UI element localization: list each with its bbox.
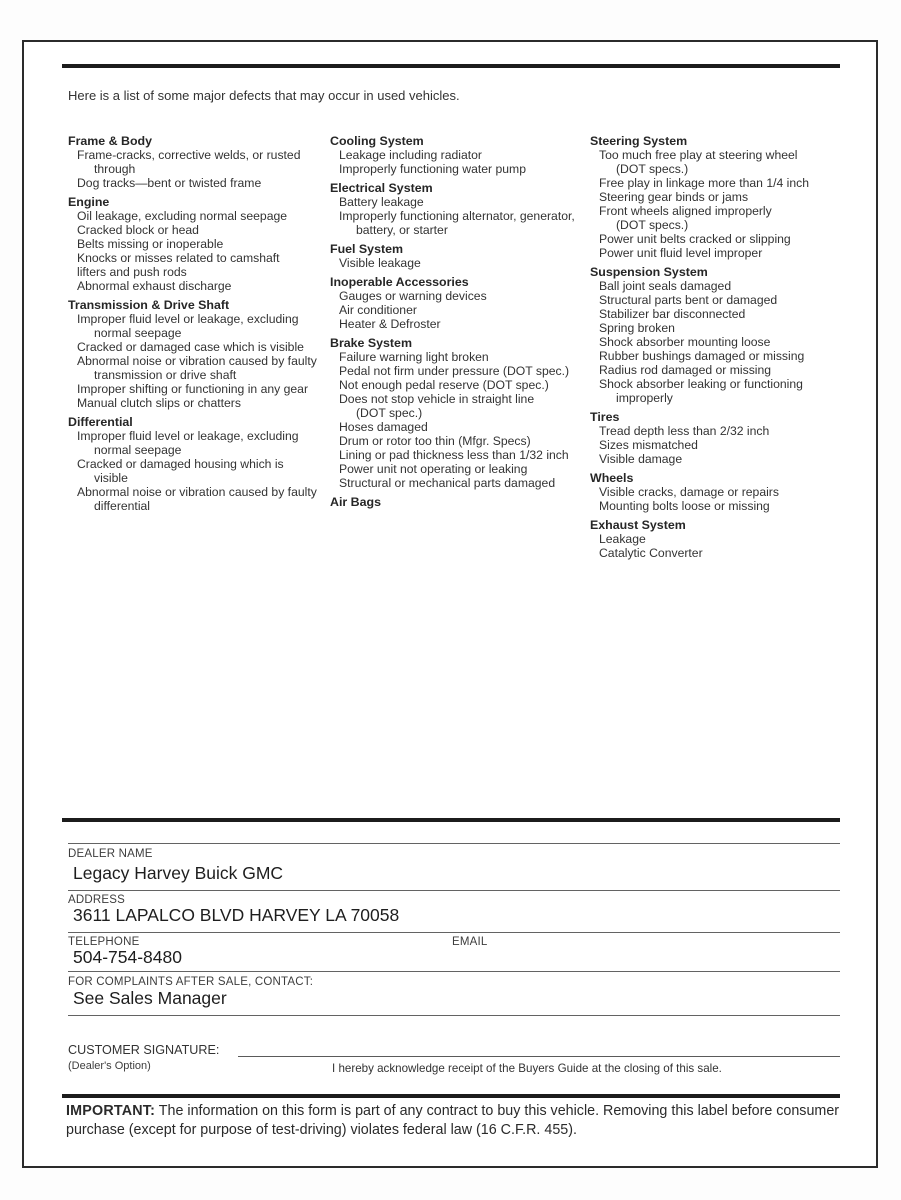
defect-item: Stabilizer bar disconnected <box>599 307 746 321</box>
customer-signature-line <box>238 1056 840 1057</box>
defect-item: Leakage including radiator <box>339 148 482 162</box>
defect-item-continuation: through <box>94 162 136 176</box>
complaints-contact-label: FOR COMPLAINTS AFTER SALE, CONTACT: <box>68 976 314 988</box>
defect-item: Steering gear binds or jams <box>599 190 749 204</box>
defect-item: Visible damage <box>599 452 683 466</box>
defect-item-continuation: battery, or starter <box>356 223 448 237</box>
defect-item-continuation: (DOT specs.) <box>616 162 689 176</box>
defect-item-continuation: improperly <box>616 391 673 405</box>
defect-item: Structural or mechanical parts damaged <box>339 476 556 490</box>
important-notice-label: IMPORTANT: <box>66 1103 156 1119</box>
defect-item: Radius rod damaged or missing <box>599 363 772 377</box>
defect-item: Oil leakage, excluding normal seepage <box>77 209 288 223</box>
address-label: ADDRESS <box>68 894 125 906</box>
defect-item: Power unit not operating or leaking <box>339 462 528 476</box>
defect-section-heading: Fuel System <box>330 242 403 256</box>
defect-item: Drum or rotor too thin (Mfgr. Specs) <box>339 434 531 448</box>
defect-item-continuation: normal seepage <box>94 443 182 457</box>
defect-item: Spring broken <box>599 321 675 335</box>
address-value: 3611 LAPALCO BLVD HARVEY LA 70058 <box>73 905 400 925</box>
defect-section-heading: Differential <box>68 415 133 429</box>
defect-item: Cracked or damaged housing which is <box>77 457 284 471</box>
defects-column-1 <box>68 134 330 560</box>
email-label: EMAIL <box>452 936 488 948</box>
defect-item: Ball joint seals damaged <box>599 279 732 293</box>
defect-item: Improperly functioning water pump <box>339 162 526 176</box>
defect-item-continuation: differential <box>94 499 151 513</box>
defect-item: Cracked or damaged case which is visible <box>77 340 304 354</box>
defect-item: Shock absorber leaking or functioning <box>599 377 803 391</box>
dealer-name-top-line <box>68 843 840 844</box>
defect-item: Battery leakage <box>339 195 424 209</box>
defect-section-heading: Brake System <box>330 336 412 350</box>
defect-item: Mounting bolts loose or missing <box>599 499 770 513</box>
telephone-value: 504-754-8480 <box>73 947 182 967</box>
defect-item: Belts missing or inoperable <box>77 237 224 251</box>
defect-section-heading: Wheels <box>590 471 634 485</box>
defect-item: Gauges or warning devices <box>339 289 487 303</box>
defect-item: Improperly functioning alternator, generator, <box>339 209 575 223</box>
defect-item: Front wheels aligned improperly <box>599 204 772 218</box>
defect-item: Not enough pedal reserve (DOT spec.) <box>339 378 549 392</box>
defect-item: Abnormal noise or vibration caused by faulty <box>77 485 317 499</box>
signature-acknowledgement-note: I hereby acknowledge receipt of the Buyers Guide at the closing of this sale. <box>332 1062 722 1075</box>
important-section-divider-rule <box>62 1094 840 1098</box>
defect-item: Power unit fluid level improper <box>599 246 763 260</box>
defects-column-3 <box>590 134 860 560</box>
complaints-top-line <box>68 971 840 972</box>
defect-item: Hoses damaged <box>339 420 428 434</box>
defect-item: Frame-cracks, corrective welds, or rusted <box>77 148 301 162</box>
defect-item: Knocks or misses related to camshaft <box>77 251 280 265</box>
defect-item: Pedal not firm under pressure (DOT spec.) <box>339 364 570 378</box>
defect-item-continuation: normal seepage <box>94 326 182 340</box>
telephone-top-line <box>68 932 840 933</box>
defect-section-heading: Steering System <box>590 134 688 148</box>
defects-column-2 <box>330 134 590 560</box>
defect-section-heading: Electrical System <box>330 181 433 195</box>
dealer-name-value: Legacy Harvey Buick GMC <box>73 863 284 883</box>
defect-item: Improper shifting or functioning in any gear <box>77 382 309 396</box>
defect-item: Cracked block or head <box>77 223 199 237</box>
defect-item: Failure warning light broken <box>339 350 489 364</box>
defect-item: Catalytic Converter <box>599 546 703 560</box>
defect-item: Leakage <box>599 532 646 546</box>
defect-section-heading: Inoperable Accessories <box>330 275 469 289</box>
defect-item: Dog tracks—bent or twisted frame <box>77 176 262 190</box>
defect-section-heading: Transmission & Drive Shaft <box>68 298 230 312</box>
defect-item: Does not stop vehicle in straight line <box>339 392 535 406</box>
important-notice <box>66 1102 846 1139</box>
defect-item: Free play in linkage more than 1/4 inch <box>599 176 810 190</box>
dealers-option-label: (Dealer's Option) <box>68 1060 151 1072</box>
defect-item: Too much free play at steering wheel <box>599 148 798 162</box>
complaints-contact-value: See Sales Manager <box>73 988 227 1008</box>
defects-list <box>68 134 860 560</box>
defect-section-heading: Tires <box>590 410 620 424</box>
defect-section-heading: Cooling System <box>330 134 424 148</box>
defect-item: Manual clutch slips or chatters <box>77 396 241 410</box>
defect-item: Visible cracks, damage or repairs <box>599 485 779 499</box>
defects-intro-text: Here is a list of some major defects that may occur in used vehicles. <box>68 88 460 103</box>
defect-item: Shock absorber mounting loose <box>599 335 771 349</box>
address-top-line <box>68 890 840 891</box>
defect-item: Abnormal exhaust discharge <box>77 279 232 293</box>
defect-item: Air conditioner <box>339 303 417 317</box>
defect-item-continuation: transmission or drive shaft <box>94 368 237 382</box>
defect-section-heading: Frame & Body <box>68 134 152 148</box>
defect-section-heading: Exhaust System <box>590 518 686 532</box>
defect-item: Rubber bushings damaged or missing <box>599 349 805 363</box>
defect-item: Sizes mismatched <box>599 438 698 452</box>
defect-item: Visible leakage <box>339 256 421 270</box>
customer-signature-label: CUSTOMER SIGNATURE: <box>68 1043 220 1057</box>
defect-item: Improper fluid level or leakage, excluding <box>77 429 299 443</box>
defect-item-continuation: (DOT specs.) <box>616 218 689 232</box>
defect-item: Structural parts bent or damaged <box>599 293 778 307</box>
defect-section-heading: Engine <box>68 195 110 209</box>
defect-item: Power unit belts cracked or slipping <box>599 232 791 246</box>
important-notice-text: The information on this form is part of any contract to buy this vehicle. Removing this label before consumer purchase (except for purpose of test-driving) violates federal law (16 C.F.R. 455). <box>66 1103 840 1138</box>
complaints-bottom-line <box>68 1015 840 1016</box>
top-divider-rule <box>62 64 840 68</box>
defect-item: Heater & Defroster <box>339 317 441 331</box>
defect-item-continuation: lifters and push rods <box>77 265 187 279</box>
defect-item-continuation: visible <box>94 471 128 485</box>
defect-item: Abnormal noise or vibration caused by faulty <box>77 354 317 368</box>
defect-section-heading: Air Bags <box>330 495 381 509</box>
defect-item: Tread depth less than 2/32 inch <box>599 424 770 438</box>
dealer-name-label: DEALER NAME <box>68 848 153 860</box>
defect-item: Improper fluid level or leakage, excluding <box>77 312 299 326</box>
telephone-label: TELEPHONE <box>68 936 140 948</box>
dealer-section-divider-rule <box>62 818 840 822</box>
defect-section-heading: Suspension System <box>590 265 708 279</box>
defect-item-continuation: (DOT spec.) <box>356 406 423 420</box>
defect-item: Lining or pad thickness less than 1/32 inch <box>339 448 569 462</box>
